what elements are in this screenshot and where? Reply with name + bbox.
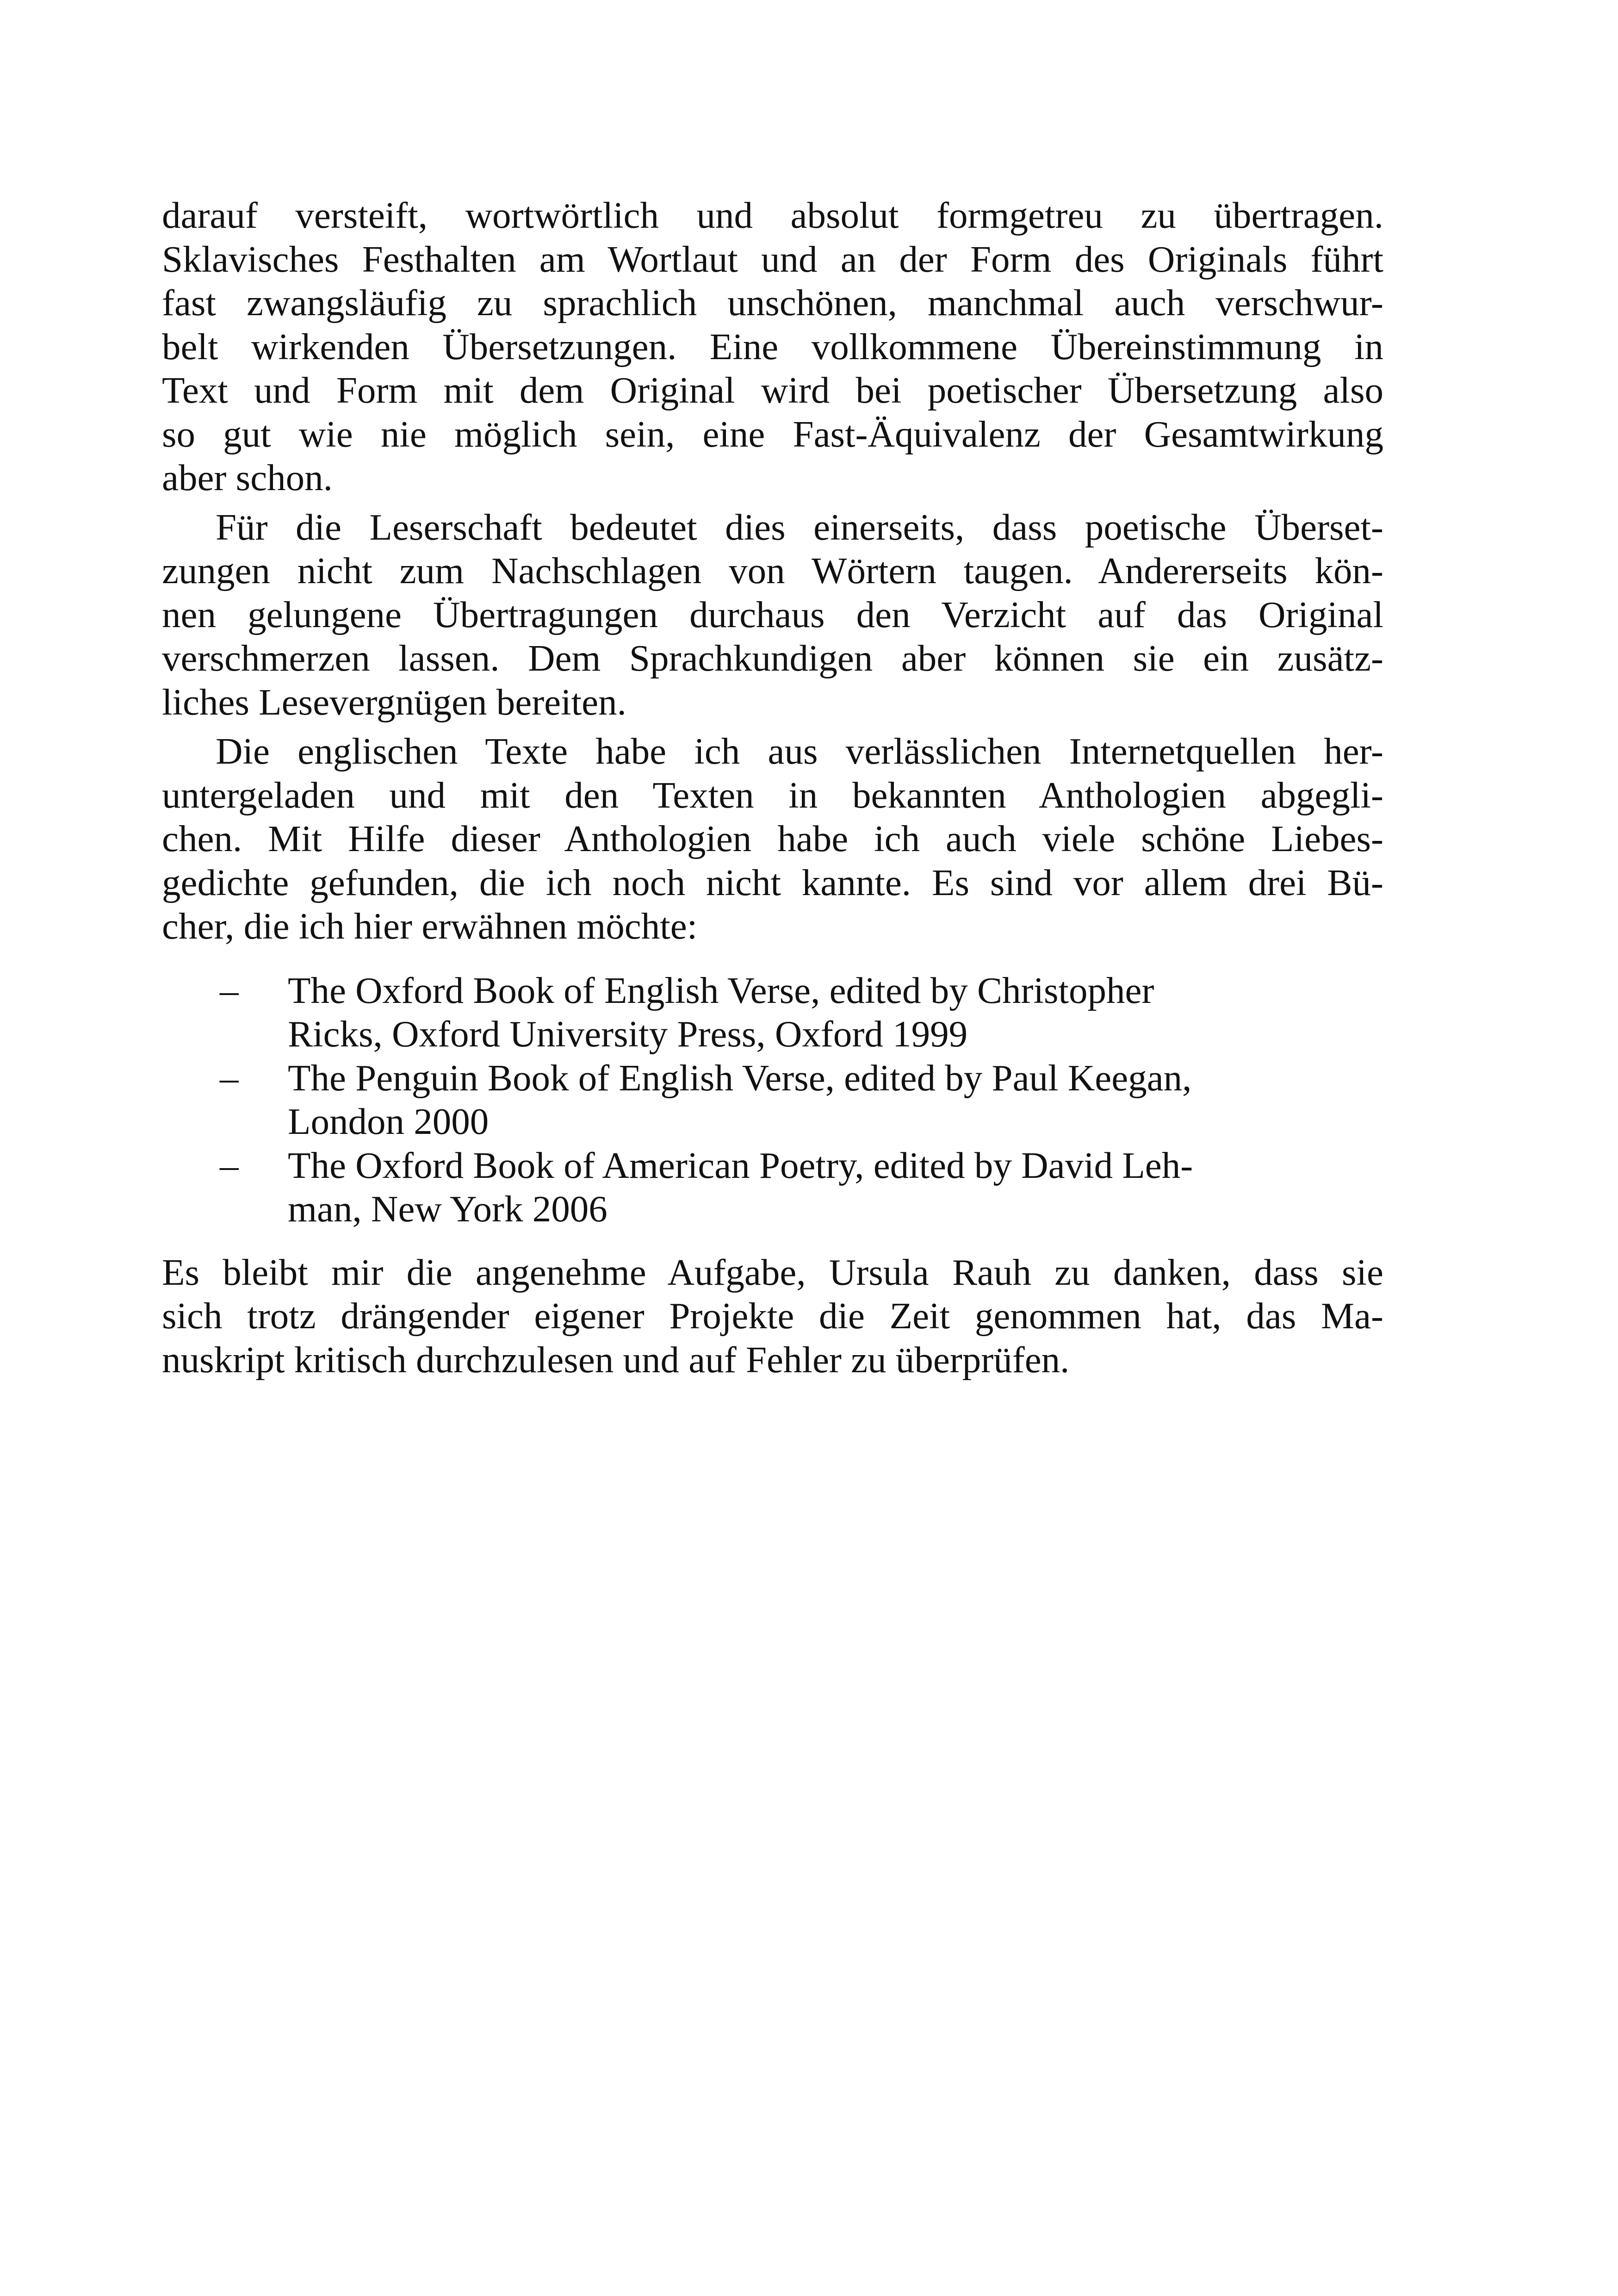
text-line: untergeladen und mit den Texten in bekannten Anthologien abgegli- bbox=[162, 774, 1383, 816]
text-line: nen gelungene Übertragungen durchaus den Verzicht auf das Original bbox=[162, 593, 1383, 635]
text-line: nuskript kritisch durchzulesen und auf Fehler zu überprüfen. bbox=[162, 1338, 1070, 1381]
list-item-line: Ricks, Oxford University Press, Oxford 1999 bbox=[288, 1013, 968, 1055]
text-line: darauf versteift, wortwörtlich und absolut formgetreu zu übertragen. bbox=[162, 194, 1383, 236]
paragraph-spacer bbox=[162, 500, 1383, 505]
body-text bbox=[162, 193, 1383, 1381]
paragraph-spacer bbox=[162, 724, 1383, 729]
text-line: so gut wie nie möglich sein, eine Fast-Äquivalenz der Gesamtwirkung bbox=[162, 413, 1383, 455]
text-line: zungen nicht zum Nachschlagen von Wörtern taugen. Andererseits kön- bbox=[162, 550, 1383, 591]
paragraph-2 bbox=[162, 505, 1383, 724]
list-item-line: The Penguin Book of English Verse, edited by Paul Keegan, bbox=[288, 1057, 1192, 1099]
list-item-line: London 2000 bbox=[288, 1101, 489, 1142]
dash-bullet: – bbox=[220, 1057, 239, 1099]
book-list bbox=[162, 969, 1383, 1231]
paragraph-4 bbox=[162, 1251, 1383, 1382]
text-line: fast zwangsläufig zu sprachlich unschönen, manchmal auch verschwur- bbox=[162, 282, 1383, 324]
list-item-line: man, New York 2006 bbox=[288, 1188, 608, 1230]
paragraph-3 bbox=[162, 729, 1383, 948]
text-line: cher, die ich hier erwähnen möchte: bbox=[162, 905, 698, 947]
text-line: Die englischen Texte habe ich aus verlässlichen Internetquellen her- bbox=[216, 730, 1383, 772]
text-line: aber schon. bbox=[162, 457, 333, 498]
list-item bbox=[162, 1056, 1383, 1144]
list-item-line: The Oxford Book of English Verse, edited by Christopher bbox=[288, 969, 1154, 1011]
list-item bbox=[162, 969, 1383, 1056]
dash-bullet: – bbox=[220, 1144, 239, 1186]
list-item bbox=[162, 1144, 1383, 1231]
text-line: Text und Form mit dem Original wird bei poetischer Übersetzung also bbox=[162, 369, 1383, 411]
dash-bullet: – bbox=[220, 969, 239, 1011]
text-line: belt wirkenden Übersetzungen. Eine vollkommene Übereinstimmung in bbox=[162, 325, 1383, 367]
text-line: sich trotz drängender eigener Projekte die Zeit genommen hat, das Ma- bbox=[162, 1295, 1383, 1337]
text-line: Sklavisches Festhalten am Wortlaut und an der Form des Originals führt bbox=[162, 238, 1383, 280]
text-line: chen. Mit Hilfe dieser Anthologien habe ich auch viele schöne Liebes- bbox=[162, 818, 1383, 859]
text-line: Für die Leserschaft bedeutet dies einerseits, dass poetische Überset- bbox=[216, 506, 1383, 548]
text-line: liches Lesevergnügen bereiten. bbox=[162, 681, 626, 723]
text-line: verschmerzen lassen. Dem Sprachkundigen aber können sie ein zusätz- bbox=[162, 637, 1383, 679]
text-line: gedichte gefunden, die ich noch nicht kannte. Es sind vor allem drei Bü- bbox=[162, 861, 1383, 903]
text-line: Es bleibt mir die angenehme Aufgabe, Ursula Rauh zu danken, dass sie bbox=[162, 1251, 1383, 1293]
paragraph-1 bbox=[162, 193, 1383, 500]
list-item-line: The Oxford Book of American Poetry, edited by David Leh- bbox=[288, 1144, 1193, 1186]
